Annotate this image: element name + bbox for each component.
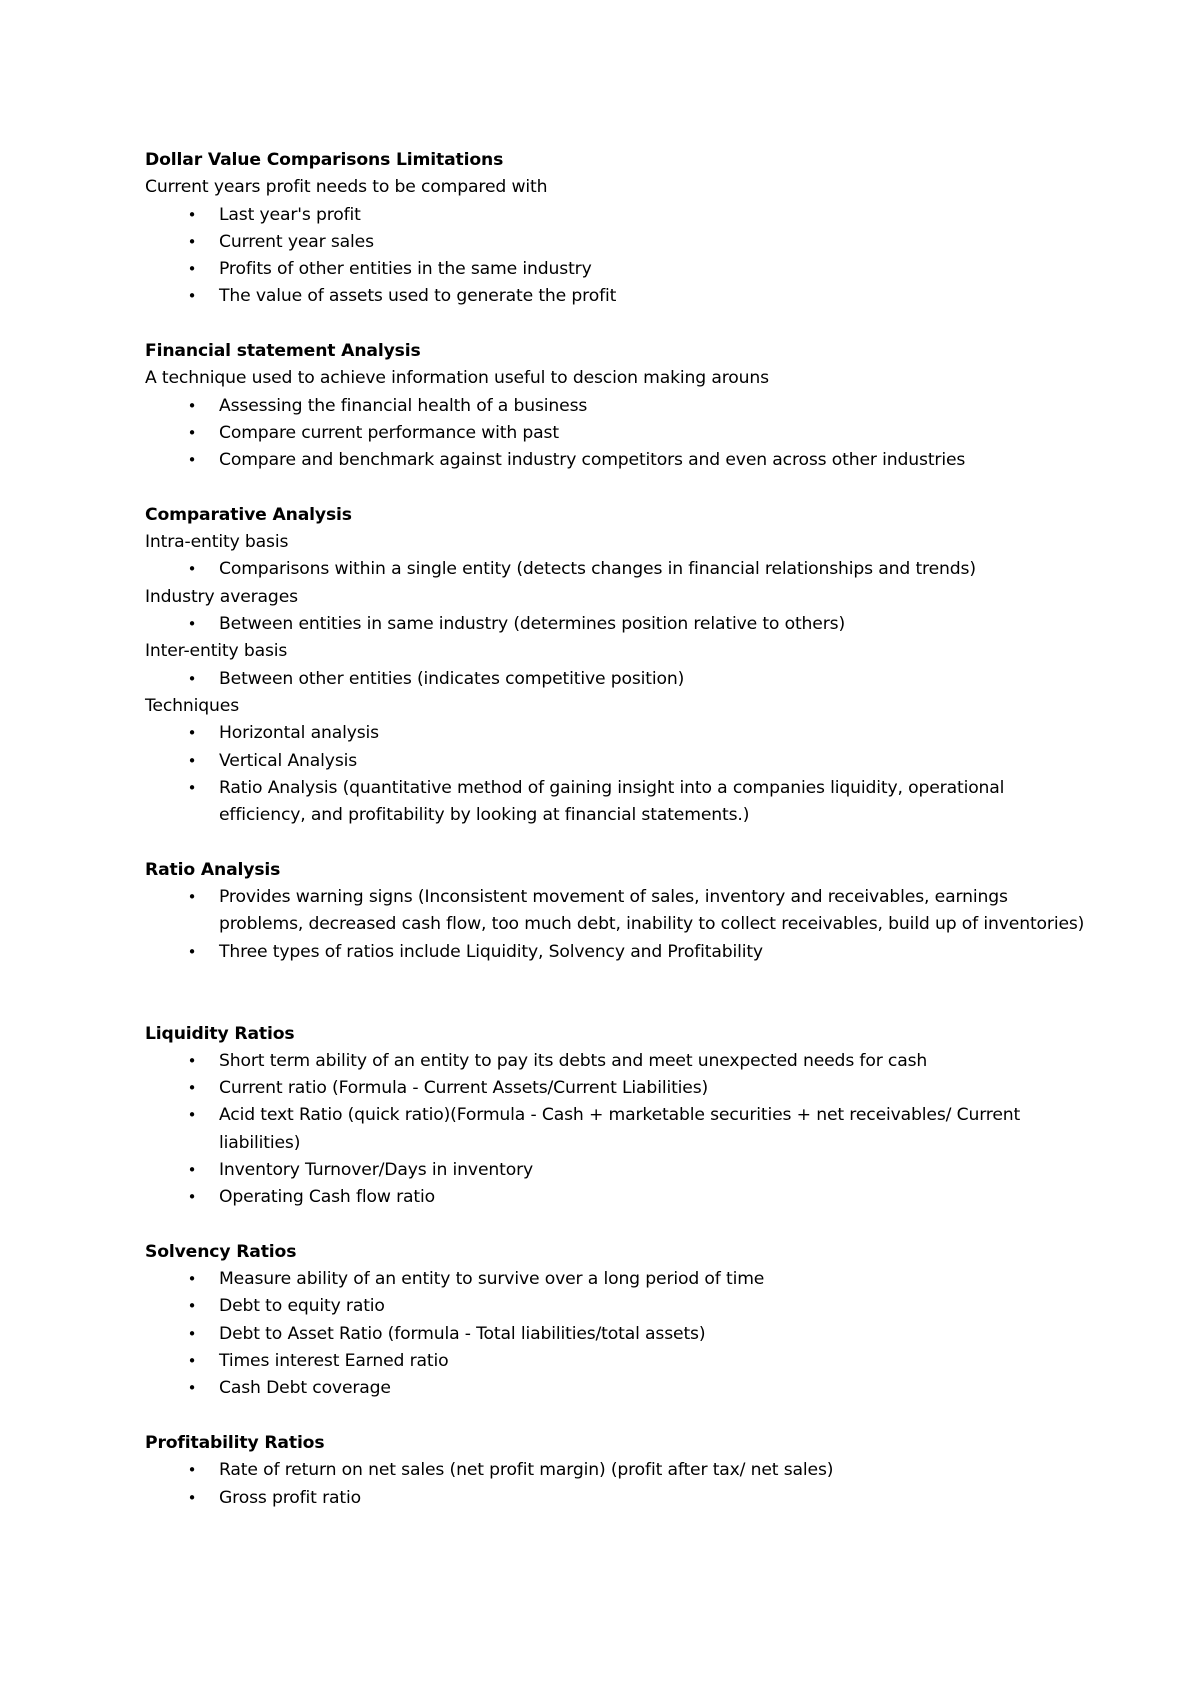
list-item [145,1184,1085,1211]
list-item-text: Gross profit ratio [219,1487,361,1508]
bullet-icon: • [187,1051,197,1070]
list-item [145,1321,1085,1348]
subsection-label: Intra-entity basis [145,532,289,553]
list-item [145,611,1085,638]
list-item [145,556,1085,583]
list-item-text: Provides warning signs (Inconsistent movement of sales, inventory and receivables, earnings problems, decreased cash flow, too much debt, inability to collect receivables, build up of inventories) [219,887,1085,935]
list-item-text: Current year sales [219,231,374,252]
section-heading: Ratio Analysis [145,859,281,880]
bullet-list [145,1048,1085,1212]
bullet-icon: • [187,1324,197,1343]
list-item [145,420,1085,447]
list-item-text: Acid text Ratio (quick ratio)(Formula - Cash + marketable securities + net receivables/ Current liabilities) [219,1105,1021,1153]
section-heading: Dollar Value Comparisons Limitations [145,150,504,170]
bullet-icon: • [187,1079,197,1098]
list-item [145,1157,1085,1184]
bullet-icon: • [187,778,197,797]
list-item-text: Cash Debt coverage [219,1378,391,1399]
list-item-text: Rate of return on net sales (net profit margin) (profit after tax/ net sales) [219,1460,834,1481]
list-item [145,884,1085,939]
section-heading: Profitability Ratios [145,1432,325,1453]
list-item [145,1075,1085,1102]
section-heading: Comparative Analysis [145,504,352,525]
bullet-list [145,202,1085,311]
list-item [145,748,1085,775]
list-item [145,256,1085,283]
section-intro: Current years profit needs to be compared with [145,177,548,198]
list-item [145,1375,1085,1402]
bullet-icon: • [187,1488,197,1507]
list-item-text: Operating Cash flow ratio [219,1187,435,1208]
list-item [145,202,1085,229]
bullet-icon: • [187,1297,197,1316]
list-item-text: Profits of other entities in the same industry [219,259,592,280]
bullet-icon: • [187,396,197,415]
bullet-list [145,1457,1085,1512]
list-item [145,775,1085,830]
section-intro: A technique used to achieve information useful to descion making arouns [145,368,769,389]
bullet-icon: • [187,1270,197,1289]
list-item-text: Three types of ratios include Liquidity, Solvency and Profitability [219,941,763,962]
bullet-icon: • [187,1461,197,1480]
bullet-list [145,666,1085,693]
bullet-icon: • [187,232,197,251]
list-item-text: Inventory Turnover/Days in inventory [219,1159,534,1180]
bullet-list [145,884,1085,966]
subsection-label: Techniques [145,695,239,716]
list-item-text: Comparisons within a single entity (detects changes in financial relationships and trends) [219,559,976,580]
bullet-icon: • [187,751,197,770]
bullet-icon: • [187,669,197,688]
list-item-text: The value of assets used to generate the profit [219,286,617,307]
list-item [145,1266,1085,1293]
list-item [145,393,1085,420]
bullet-icon: • [187,1352,197,1371]
bullet-icon: • [187,615,197,634]
list-item-text: Measure ability of an entity to survive over a long period of time [219,1269,765,1290]
section-heading: Liquidity Ratios [145,1023,295,1044]
list-item-text: Vertical Analysis [219,750,358,771]
list-item [145,666,1085,693]
section-heading: Solvency Ratios [145,1241,297,1262]
document-page [145,147,1085,1512]
bullet-icon: • [187,287,197,306]
subsection-label: Inter-entity basis [145,641,288,662]
section-heading: Financial statement Analysis [145,341,421,362]
list-item-text: Horizontal analysis [219,723,379,744]
list-item [145,1348,1085,1375]
bullet-list [145,720,1085,829]
list-item [145,1457,1085,1484]
list-item [145,1485,1085,1512]
list-item-text: Last year's profit [219,204,361,225]
list-item [145,447,1085,474]
bullet-list [145,611,1085,638]
bullet-icon: • [187,205,197,224]
list-item [145,1048,1085,1075]
list-item-text: Ratio Analysis (quantitative method of gaining insight into a companies liquidity, operational efficiency, and profitability by looking at financial statements.) [219,777,1005,826]
list-item [145,229,1085,256]
bullet-icon: • [187,1379,197,1398]
list-item [145,1102,1085,1157]
list-item-text: Compare current performance with past [219,422,559,443]
bullet-icon: • [187,423,197,442]
list-item-text: Short term ability of an entity to pay its debts and meet unexpected needs for cash [219,1050,928,1071]
bullet-icon: • [187,260,197,279]
list-item-text: Assessing the financial health of a business [219,395,588,416]
list-item-text: Current ratio (Formula - Current Assets/Current Liabilities) [219,1078,709,1099]
list-item-text: Between entities in same industry (determines position relative to others) [219,614,845,635]
bullet-icon: • [187,942,197,961]
bullet-list [145,556,1085,583]
list-item-text: Debt to equity ratio [219,1296,385,1317]
subsection-label: Industry averages [145,586,298,607]
list-item-text: Between other entities (indicates competitive position) [219,668,685,689]
list-item-text: Compare and benchmark against industry competitors and even across other industries [219,450,966,471]
bullet-icon: • [187,1106,197,1125]
bullet-list [145,1266,1085,1402]
list-item-text: Debt to Asset Ratio (formula - Total liabilities/total assets) [219,1323,706,1344]
list-item [145,939,1085,966]
bullet-icon: • [187,888,197,907]
list-item [145,1293,1085,1320]
bullet-icon: • [187,1160,197,1179]
list-item-text: Times interest Earned ratio [219,1351,449,1372]
bullet-icon: • [187,451,197,470]
bullet-icon: • [187,1188,197,1207]
bullet-icon: • [187,560,197,579]
bullet-icon: • [187,724,197,743]
list-item [145,283,1085,310]
list-item [145,720,1085,747]
bullet-list [145,393,1085,475]
